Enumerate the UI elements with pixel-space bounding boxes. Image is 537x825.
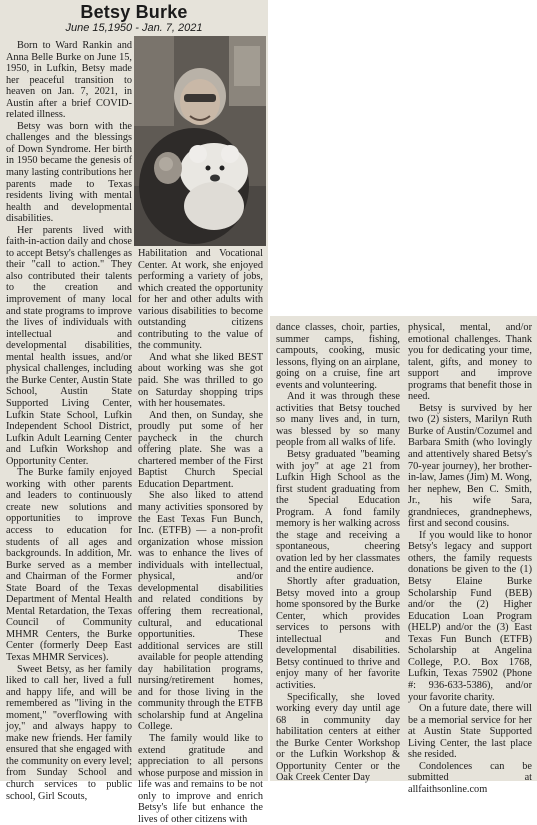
portrait-photo	[134, 36, 266, 246]
paragraph: On a future date, there will be a memorial service for her at Austin State Supported Living Center, the last place she resided.	[408, 703, 532, 761]
obituary-name: Betsy Burke	[80, 2, 188, 22]
paragraph: Betsy is survived by her two (2) sisters, Marilyn Ruth Burke of Austin/Cozumel and Barbara Smith (who lovingly and attentively shared Betsy's 70-year journey), her brother-in-law, James (Jim) M. Wong, her nephew, Ben C. Smith, Jr., his wife Sara, grandnieces, grandnephews, first and second cousins.	[408, 402, 532, 530]
paragraph: And it was through these activities that Betsy touched so many lives and, in turn, was blessed by so many people from all walks of life.	[276, 391, 400, 449]
paragraph: She also liked to attend many activities sponsored by the East Texas Fun Bunch, Inc. (ETFB) — a non-profit organization whose mission was to enhance the lives of individuals with intellectual, physical, and/or developmental disabilities and related conditions by offering them recreational, cultural, and educational opportunities. These additional services are still available for people attending day habilitation programs, nursing/retirement homes, and for those living in the community through the ETFB scholarship fund at Angelina College.	[138, 490, 263, 733]
text-column-4	[408, 322, 532, 795]
text-column-1	[6, 40, 132, 802]
obituary-header	[0, 0, 268, 35]
paragraph: Sweet Betsy, as her family liked to call her, lived a full and happy life, and will be remembered as "living in the moment," "overflowing with joy," and always happy to make new friends. Her family ensured that she engaged with the community on every level; from Sunday School and church services to public school, Girl Scouts,	[6, 663, 132, 802]
paragraph: dance classes, choir, parties, summer camps, fishing, campouts, cooking, music lessons, flying on an airplane, going on a cruise, fine art events and volunteering.	[276, 322, 400, 391]
paragraph: And what she liked BEST about working was she got paid. She was thrilled to go on Saturday shopping trips with her housemates.	[138, 351, 263, 410]
paragraph: Condolences can be submitted at allfaithsonline.com	[408, 760, 532, 795]
paragraph: Born to Ward Rankin and Anna Belle Burke on June 15, 1950, in Lufkin, Betsy made her peaceful transition to heaven on Jan. 7, 2021, in Austin after a brief COVID-related illness.	[6, 40, 132, 121]
paragraph: The Burke family enjoyed working with other parents and leaders to continuously create new solutions and opportunities to improve access to education for students of all ages and backgrounds. In addition, Mr. Burke served as a member and Chairman of the Former State Board of the Texas Department of Mental Health Mental Retardation, the Texas Council of Community MHMR Centers, the Burke Center (formerly Deep East Texas MHMR Services).	[6, 467, 132, 663]
paragraph: Her parents lived with faith-in-action daily and chose to accept Betsy's challenges as their "call to action." They also contributed their talents to the creation and improvement of many local and state programs to improve the lives of individuals with intellectual and developmental disabilities, mental health issues, and/or physical challenges, including the Burke Center, Austin State School, Austin State Supported Living Center, Lufkin State School, Lufkin Independent School District, Lufkin Adult Learning Center and Lufkin Workshop and Opportunity Center.	[6, 224, 132, 467]
paragraph: Shortly after graduation, Betsy moved into a group home sponsored by the Burke Center, which provides services to persons with intellectual and developmental disabilities. Betsy continued to thrive and enjoy many of her favorite activities.	[276, 576, 400, 691]
paragraph: Betsy graduated "beaming with joy" at age 21 from Lufkin High School as the first student graduating from the Special Education Program. A fond family memory is her walking across the stage and receiving a spontaneous, cheering ovation led by her classmates and the entire audience.	[276, 449, 400, 576]
obituary-clipping-left	[0, 0, 268, 825]
paragraph: Specifically, she loved working every day until age 68 in community day habilitation centers at either the Burke Center Workshop or the Lufkin Workshop & Opportunity Center or the Oak Creek Center Day	[276, 691, 400, 784]
paragraph: If you would like to honor Betsy's legacy and support others, the family requests donations be given to the (1) Betsy Elaine Burke Scholarship Fund (BEB) and/or the (2) Higher Education Loan Program (HELP) and/or the (3) East Texas Fun Bunch (ETFB) Scholarship at Angelina College, P.O. Box 1768, Lufkin, Texas 75902 (Phone #: 936-633-5386), and/or your favorite charity.	[408, 529, 532, 703]
obituary-dates: June 15,1950 - Jan. 7, 2021	[65, 22, 203, 34]
text-column-3	[276, 322, 400, 784]
paragraph: The family would like to extend gratitude and appreciation to all persons whose purpose and mission in life was and remains to be not only to improve and enrich Betsy's life but enhance the lives of other citizens with	[138, 732, 263, 825]
paragraph: And then, on Sunday, she proudly put some of her paycheck in the church offering plate. She was a chartered member of the First Baptist Church Special Education Department.	[138, 409, 263, 490]
paragraph: Habilitation and Vocational Center. At work, she enjoyed performing a variety of jobs, which created the opportunity for her and other adults with various disabilities to become outstanding citizens contributing to the value of the community.	[138, 248, 263, 352]
text-column-2	[138, 248, 263, 825]
paragraph: physical, mental, and/or emotional challenges. Thank you for dedicating your time, talent, gifts, and money to support and improve programs that benefit those in need.	[408, 322, 532, 403]
paragraph: Betsy was born with the challenges and the blessings of Down Syndrome. Her birth in 1950 became the genesis of many lasting contributions her parents made to Texas residents living with mental health and developmental disabilities.	[6, 120, 132, 225]
